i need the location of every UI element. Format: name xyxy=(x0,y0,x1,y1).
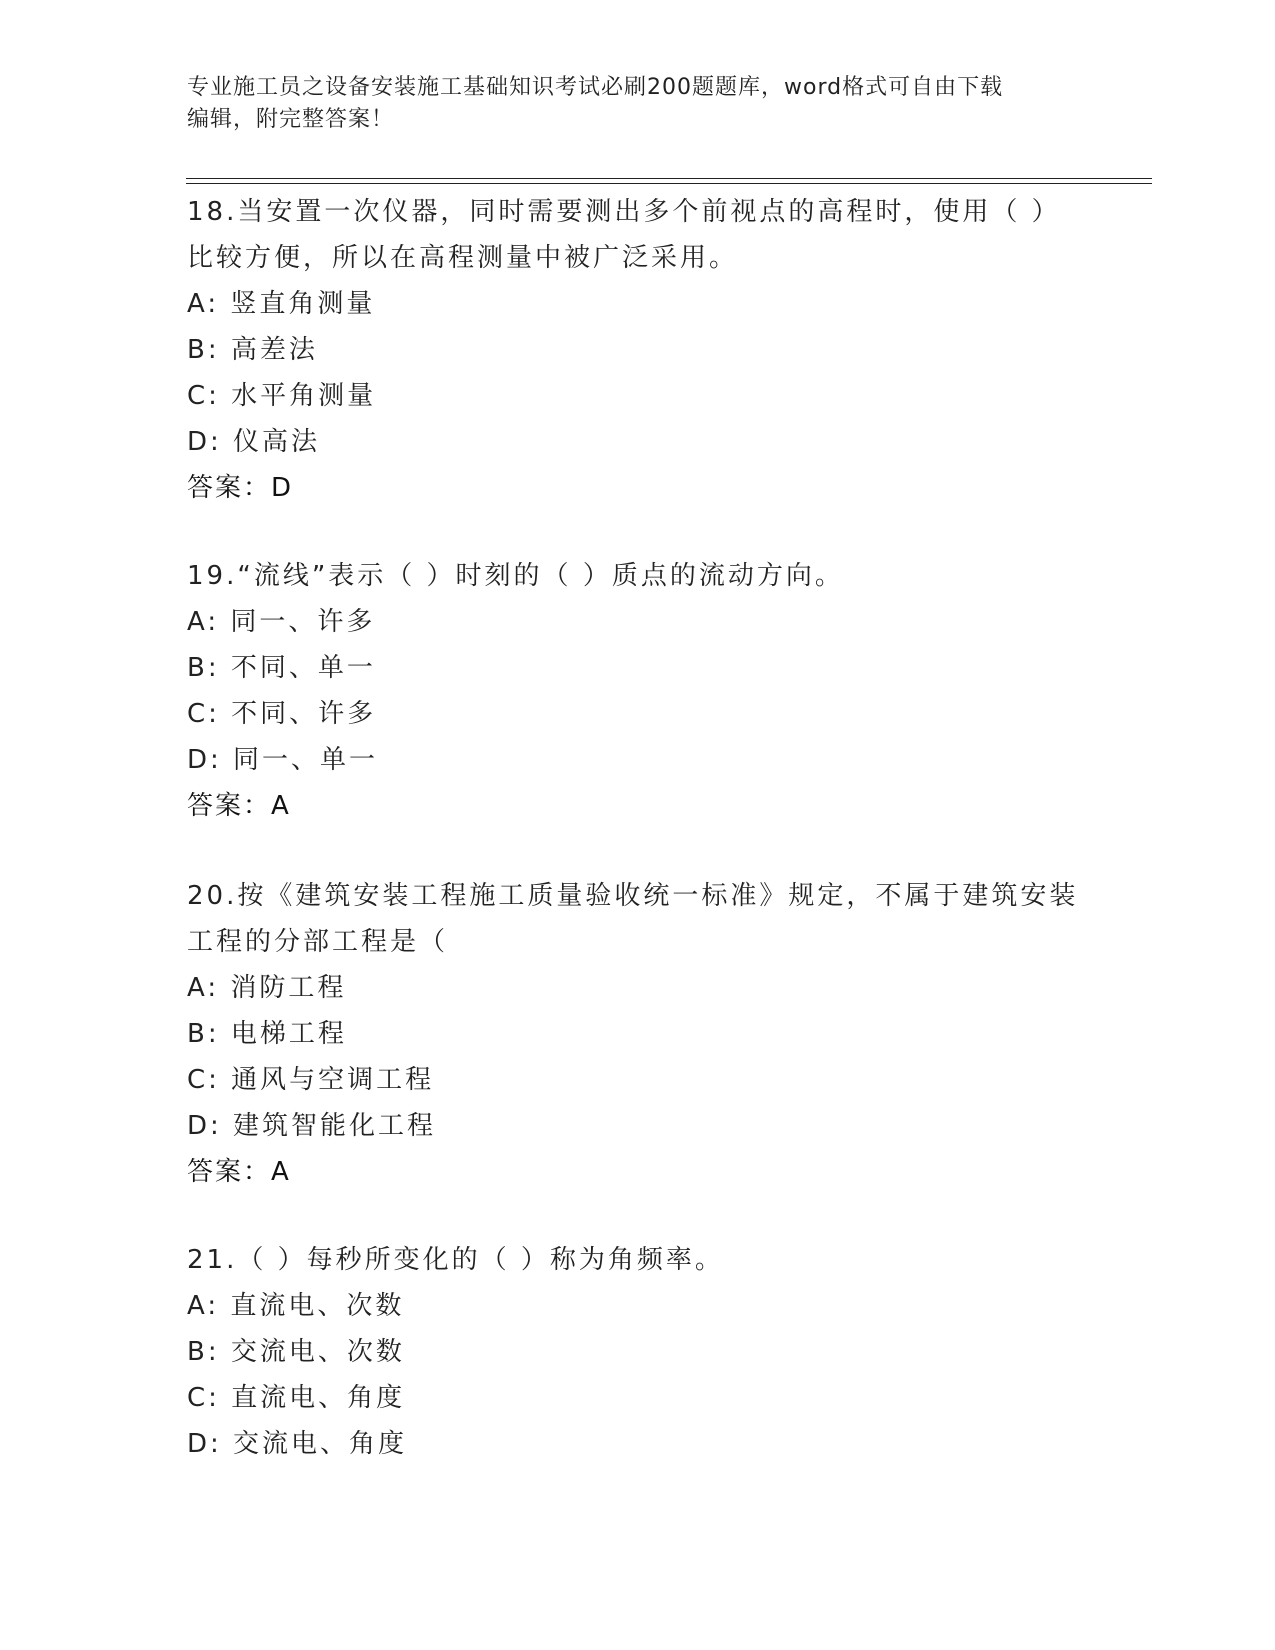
question-text-line-1: 18.当安置一次仪器，同时需要测出多个前视点的高程时，使用（ ） xyxy=(187,197,1061,227)
document-header xyxy=(187,72,1067,136)
header-line-1: 专业施工员之设备安装施工基础知识考试必刷200题题库，word格式可自由下载 xyxy=(187,75,1004,100)
header-divider-top xyxy=(186,178,1152,179)
header-line-2: 编辑，附完整答案！ xyxy=(187,107,395,132)
option-c: C: 直流电、角度 xyxy=(187,1383,406,1413)
answer: 答案：D xyxy=(187,473,294,503)
answer: 答案：A xyxy=(187,791,291,821)
option-b: B: 不同、单一 xyxy=(187,653,376,683)
question-21 xyxy=(187,1237,1087,1467)
question-text-line-2: 工程的分部工程是（ xyxy=(187,927,449,957)
option-c: C: 水平角测量 xyxy=(187,381,377,411)
option-b: B: 高差法 xyxy=(187,335,318,365)
question-20 xyxy=(187,873,1087,1195)
option-b: B: 交流电、次数 xyxy=(187,1337,405,1367)
header-divider-bottom xyxy=(186,183,1152,184)
option-c: C: 通风与空调工程 xyxy=(187,1065,435,1095)
option-b: B: 电梯工程 xyxy=(187,1019,347,1049)
option-a: A: 竖直角测量 xyxy=(187,289,376,319)
question-text-line-1: 19.“流线”表示（ ）时刻的（ ）质点的流动方向。 xyxy=(187,561,844,591)
option-d: D: 建筑智能化工程 xyxy=(187,1111,437,1141)
question-text-line-2: 比较方便，所以在高程测量中被广泛采用。 xyxy=(187,243,739,273)
option-a: A: 同一、许多 xyxy=(187,607,376,637)
option-c: C: 不同、许多 xyxy=(187,699,377,729)
option-a: A: 消防工程 xyxy=(187,973,347,1003)
option-d: D: 仪高法 xyxy=(187,427,321,457)
option-a: A: 直流电、次数 xyxy=(187,1291,405,1321)
question-19 xyxy=(187,553,1087,829)
answer: 答案：A xyxy=(187,1157,291,1187)
question-text-line-1: 21.（ ）每秒所变化的（ ）称为角频率。 xyxy=(187,1245,724,1275)
option-d: D: 交流电、角度 xyxy=(187,1429,408,1459)
question-18 xyxy=(187,189,1087,511)
option-d: D: 同一、单一 xyxy=(187,745,379,775)
question-text-line-1: 20.按《建筑安装工程施工质量验收统一标准》规定，不属于建筑安装 xyxy=(187,881,1079,911)
